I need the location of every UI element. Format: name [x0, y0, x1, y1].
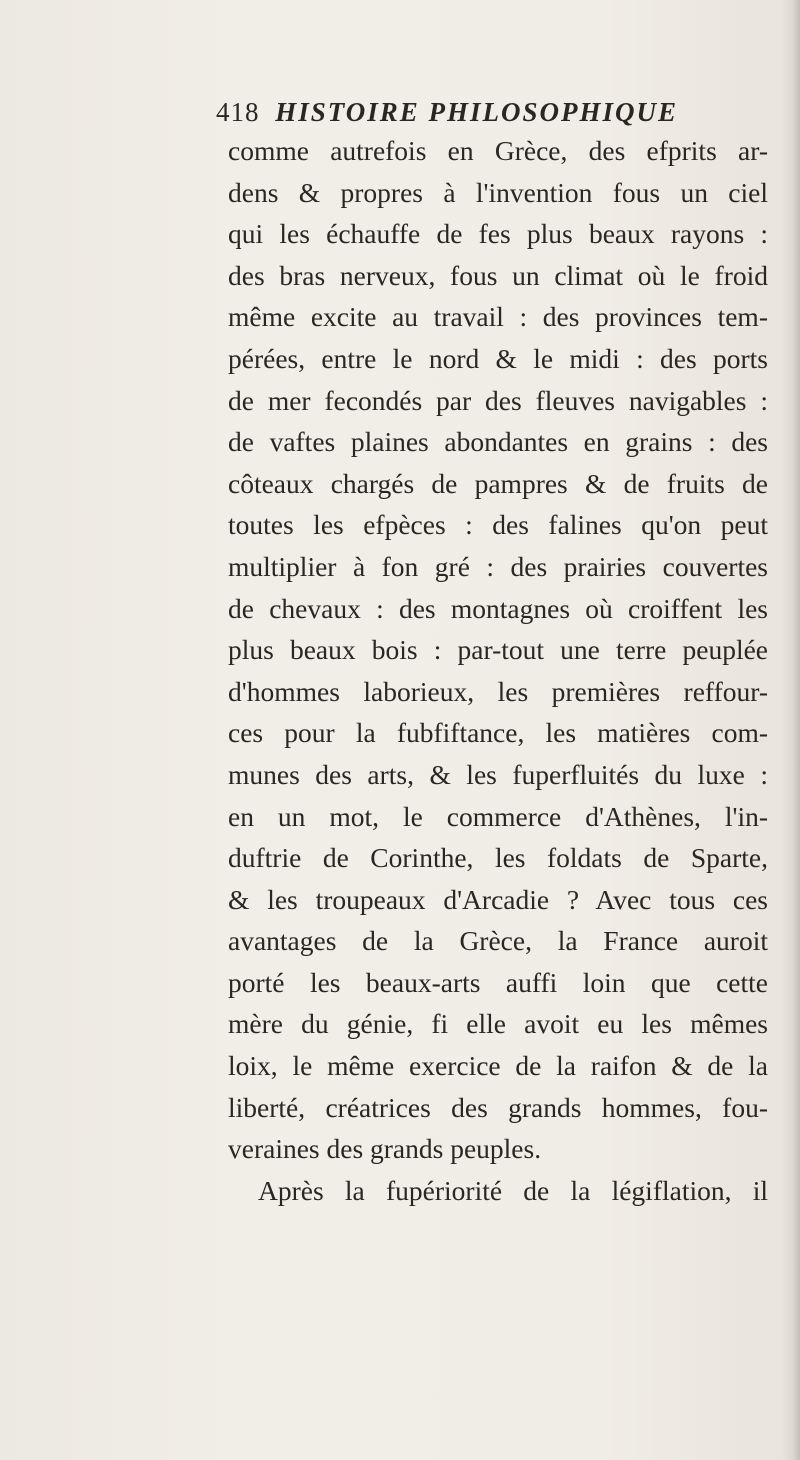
- text-line: côteaux chargés de pampres & de fruits de: [228, 467, 768, 499]
- text-line: de chevaux : des montagnes où croiffent les: [228, 592, 768, 624]
- text-line: des bras nerveux, fous un climat où le froid: [228, 259, 768, 291]
- text-line: loix, le même exercice de la raifon & de la: [228, 1050, 768, 1082]
- running-title: HISTOIRE PHILOSOPHIQUE: [275, 97, 679, 127]
- text-line: multiplier à fon gré : des prairies couvertes: [228, 550, 768, 582]
- text-line: liberté, créatrices des grands hommes, fou-: [228, 1091, 768, 1123]
- text-line: même excite au travail : des provinces tem-: [228, 301, 768, 333]
- text-line: munes des arts, & les fuperfluités du luxe :: [228, 758, 768, 790]
- text-line: en un mot, le commerce d'Athènes, l'in-: [228, 800, 768, 832]
- text-line: mère du génie, fi elle avoit eu les mêmes: [228, 1008, 768, 1040]
- text-line: duftrie de Corinthe, les foldats de Sparte,: [228, 842, 768, 874]
- text-line: dens & propres à l'invention fous un ciel: [228, 176, 768, 208]
- text-line: ces pour la fubfiftance, les matières com-: [228, 717, 768, 749]
- page-number: 418: [216, 97, 260, 127]
- text-line: pérées, entre le nord & le midi : des ports: [228, 342, 768, 374]
- text-line: porté les beaux-arts auffi loin que cette: [228, 966, 768, 998]
- text-line: comme autrefois en Grèce, des efprits ar-: [228, 135, 768, 166]
- text-line: plus beaux bois : par-tout une terre peuplée: [228, 634, 768, 666]
- paragraph-end-line: veraines des grands peuples.: [228, 1133, 542, 1165]
- paragraph-start-line: Après la fupériorité de la légiflation, il: [258, 1174, 768, 1206]
- text-line: avantages de la Grèce, la France auroit: [228, 925, 768, 957]
- text-line: de mer fecondés par des fleuves navigables :: [228, 384, 768, 416]
- page-edge-shadow: [782, 0, 800, 1460]
- text-line: de vaftes plaines abondantes en grains : des: [228, 426, 768, 458]
- page-header: [216, 94, 768, 130]
- text-line: qui les échauffe de fes plus beaux rayons :: [228, 218, 768, 250]
- text-line: & les troupeaux d'Arcadie ? Avec tous ces: [228, 883, 768, 915]
- text-block: [216, 94, 768, 1211]
- text-line: toutes les efpèces : des falines qu'on peut: [228, 509, 768, 541]
- text-line: d'hommes laborieux, les premières reffour-: [228, 675, 768, 707]
